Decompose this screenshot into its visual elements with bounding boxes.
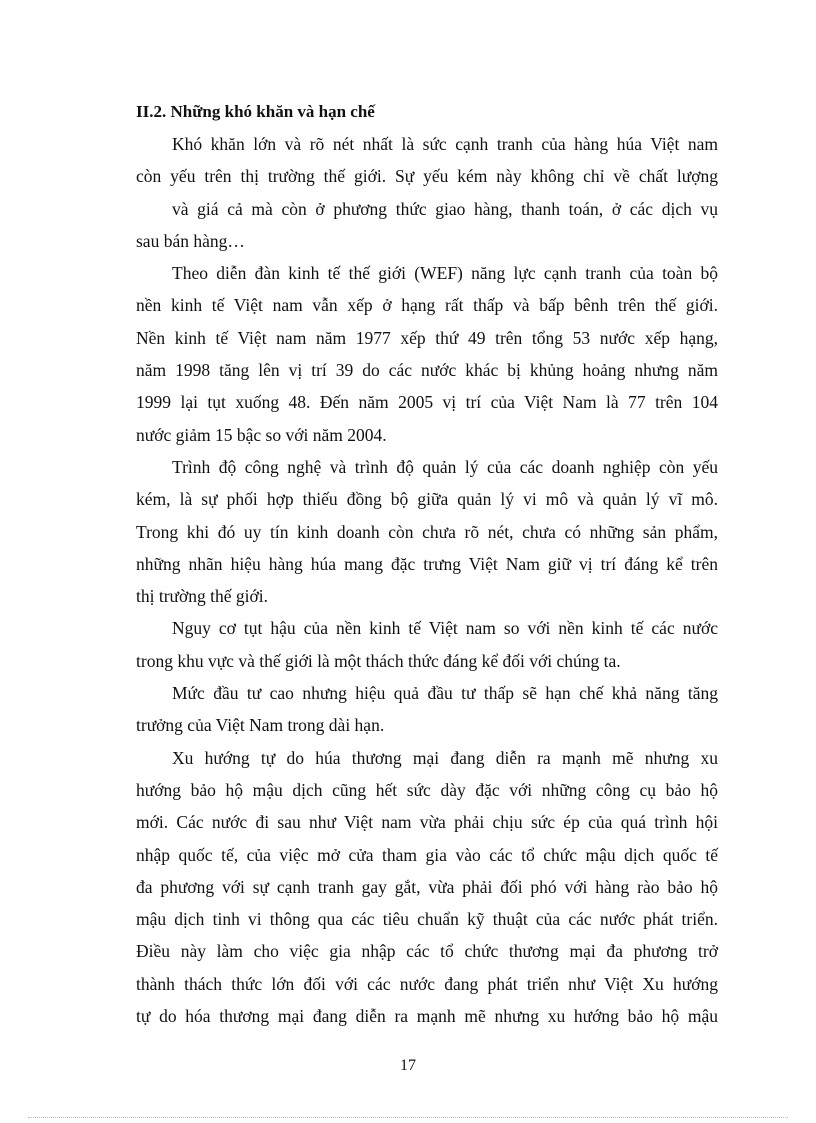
page-number: 17 [400, 1057, 416, 1074]
text-line: Trong khi đó uy tín kinh doanh còn chưa rõ nét, chưa có những sản phẩm, [136, 521, 718, 542]
text-line: nền kinh tế Việt nam vẫn xếp ở hạng rất thấp và bấp bênh trên thế giới. [136, 295, 718, 316]
text-line: năm 1998 tăng lên vị trí 39 do các nước khác bị khủng hoảng nhưng năm [136, 360, 718, 381]
text-line: mới. Các nước đi sau như Việt nam vừa phải chịu sức ép của quá trình hội [136, 812, 718, 833]
text-line: trưởng của Việt Nam trong dài hạn. [136, 715, 385, 736]
document-body [136, 96, 718, 1032]
text-line: Điều này làm cho việc gia nhập các tổ chức thương mại đa phương trở [136, 941, 718, 962]
text-line: tự do hóa thương mại đang diễn ra mạnh mẽ nhưng xu hướng bảo hộ mậu [136, 1006, 718, 1027]
text-line: nhập quốc tế, của việc mở cửa tham gia vào các tổ chức mậu dịch quốc tế [136, 844, 718, 865]
text-line: thành thách thức lớn đối với các nước đang phát triển như Việt Xu hướng [136, 973, 718, 994]
text-line: còn yếu trên thị trường thế giới. Sự yếu kém này không chỉ về chất lượng [136, 166, 718, 187]
footer-divider [28, 1117, 788, 1118]
text-line: thị trường thế giới. [136, 586, 269, 607]
text-line: hướng bảo hộ mậu dịch cũng hết sức dày đặc với những công cụ bảo hộ [136, 779, 718, 800]
text-line: mậu dịch tinh vi thông qua các tiêu chuẩn kỹ thuật của các nước phát triển. [136, 909, 718, 930]
text-line: Nguy cơ tụt hậu của nền kinh tế Việt nam so với nền kinh tế các nước [172, 618, 718, 639]
text-line: Trình độ công nghệ và trình độ quản lý của các doanh nghiệp còn yếu [172, 456, 718, 477]
text-line: Nền kinh tế Việt nam năm 1977 xếp thứ 49 trên tổng 53 nước xếp hạng, [136, 327, 718, 348]
text-line: những nhãn hiệu hàng húa mang đặc trưng Việt Nam giữ vị trí đáng kể trên [136, 553, 718, 574]
text-line: đa phương với sự cạnh tranh gay gắt, vừa phải đối phó với hàng rào bảo hộ [136, 876, 718, 897]
section-heading: II.2. Những khó khăn và hạn chế [136, 102, 375, 121]
text-line: Mức đầu tư cao nhưng hiệu quả đầu tư thấp sẽ hạn chế khả năng tăng [172, 683, 718, 704]
text-line: kém, là sự phối hợp thiếu đồng bộ giữa quản lý vi mô và quản lý vĩ mô. [136, 489, 718, 510]
text-line: Xu hướng tự do húa thương mại đang diễn ra mạnh mẽ nhưng xu [172, 747, 718, 768]
text-line: sau bán hàng… [136, 230, 245, 251]
text-line: 1999 lại tụt xuống 48. Đến năm 2005 vị trí của Việt Nam là 77 trên 104 [136, 392, 718, 413]
text-line: trong khu vực và thế giới là một thách thức đáng kể đối với chúng ta. [136, 650, 621, 671]
text-line: Khó khăn lớn và rõ nét nhất là sức cạnh tranh của hàng húa Việt nam [172, 134, 718, 154]
text-line: nước giảm 15 bậc so với năm 2004. [136, 424, 387, 445]
text-line: Theo diễn đàn kinh tế thế giới (WEF) năng lực cạnh tranh của toàn bộ [172, 263, 718, 284]
text-line: và giá cả mà còn ở phương thức giao hàng, thanh toán, ở các dịch vụ [172, 198, 718, 219]
